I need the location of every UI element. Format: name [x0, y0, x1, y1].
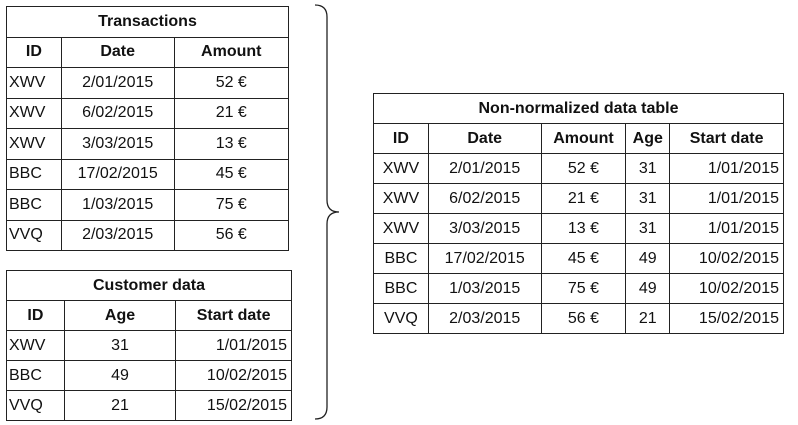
- cell-date: 17/02/2015: [61, 159, 174, 190]
- cell-amount: 13 €: [174, 129, 288, 160]
- table-row: [374, 304, 784, 334]
- cell-start-date: 1/01/2015: [670, 214, 784, 244]
- column-header-start-date: Start date: [670, 124, 784, 154]
- cell-start-date: 15/02/2015: [670, 304, 784, 334]
- table-row: [7, 98, 289, 129]
- column-header-amount: Amount: [541, 124, 626, 154]
- cell-id: XWV: [7, 331, 65, 361]
- transactions-table: [6, 6, 289, 251]
- cell-amount: 56 €: [541, 304, 626, 334]
- cell-age: 49: [626, 274, 670, 304]
- cell-date: 1/03/2015: [61, 190, 174, 221]
- table-title-row: [7, 7, 289, 38]
- table-row: [7, 68, 289, 99]
- non-normalized-data-table: [373, 93, 784, 334]
- table-row: [374, 214, 784, 244]
- column-header-start-date: Start date: [176, 301, 292, 331]
- cell-id: XWV: [7, 98, 62, 129]
- cell-date: 1/03/2015: [428, 274, 541, 304]
- cell-date: 3/03/2015: [61, 129, 174, 160]
- transactions-title: Transactions: [7, 7, 289, 38]
- column-header-date: Date: [61, 37, 174, 68]
- cell-id: BBC: [374, 274, 429, 304]
- cell-amount: 45 €: [541, 244, 626, 274]
- cell-id: XWV: [374, 214, 429, 244]
- cell-start-date: 1/01/2015: [670, 154, 784, 184]
- table-header-row: [7, 301, 292, 331]
- cell-amount: 21 €: [174, 98, 288, 129]
- cell-date: 6/02/2015: [61, 98, 174, 129]
- table-title-row: [374, 94, 784, 124]
- cell-start-date: 10/02/2015: [670, 244, 784, 274]
- cell-date: 3/03/2015: [428, 214, 541, 244]
- cell-date: 2/01/2015: [61, 68, 174, 99]
- table-header-row: [374, 124, 784, 154]
- cell-start-date: 1/01/2015: [670, 184, 784, 214]
- cell-date: 2/01/2015: [428, 154, 541, 184]
- cell-date: 2/03/2015: [428, 304, 541, 334]
- cell-age: 31: [64, 331, 175, 361]
- table-title-row: [7, 271, 292, 301]
- table-row: [7, 159, 289, 190]
- cell-age: 49: [626, 244, 670, 274]
- cell-age: 21: [626, 304, 670, 334]
- column-header-age: Age: [626, 124, 670, 154]
- table-row: [7, 190, 289, 221]
- non-normalized-title: Non-normalized data table: [374, 94, 784, 124]
- cell-amount: 75 €: [174, 190, 288, 221]
- table-row: [7, 361, 292, 391]
- column-header-id: ID: [374, 124, 429, 154]
- column-header-amount: Amount: [174, 37, 288, 68]
- cell-id: VVQ: [374, 304, 429, 334]
- table-row: [374, 274, 784, 304]
- cell-id: XWV: [374, 154, 429, 184]
- cell-amount: 45 €: [174, 159, 288, 190]
- cell-age: 31: [626, 214, 670, 244]
- cell-date: 6/02/2015: [428, 184, 541, 214]
- table-row: [7, 331, 292, 361]
- cell-amount: 52 €: [174, 68, 288, 99]
- table-row: [374, 244, 784, 274]
- cell-id: XWV: [7, 129, 62, 160]
- cell-amount: 13 €: [541, 214, 626, 244]
- cell-id: VVQ: [7, 220, 62, 251]
- cell-start-date: 10/02/2015: [176, 361, 292, 391]
- cell-id: BBC: [7, 361, 65, 391]
- cell-amount: 75 €: [541, 274, 626, 304]
- table-row: [374, 184, 784, 214]
- customer-data-title: Customer data: [7, 271, 292, 301]
- cell-start-date: 1/01/2015: [176, 331, 292, 361]
- table-row: [374, 154, 784, 184]
- cell-id: XWV: [374, 184, 429, 214]
- column-header-date: Date: [428, 124, 541, 154]
- cell-age: 21: [64, 391, 175, 421]
- cell-date: 2/03/2015: [61, 220, 174, 251]
- column-header-age: Age: [64, 301, 175, 331]
- cell-start-date: 15/02/2015: [176, 391, 292, 421]
- cell-id: XWV: [7, 68, 62, 99]
- cell-id: BBC: [374, 244, 429, 274]
- table-row: [7, 220, 289, 251]
- table-header-row: [7, 37, 289, 68]
- merge-brace-icon: [305, 0, 355, 425]
- cell-age: 49: [64, 361, 175, 391]
- cell-id: BBC: [7, 190, 62, 221]
- cell-age: 31: [626, 184, 670, 214]
- cell-amount: 56 €: [174, 220, 288, 251]
- cell-id: BBC: [7, 159, 62, 190]
- column-header-id: ID: [7, 301, 65, 331]
- cell-amount: 52 €: [541, 154, 626, 184]
- cell-amount: 21 €: [541, 184, 626, 214]
- cell-id: VVQ: [7, 391, 65, 421]
- cell-age: 31: [626, 154, 670, 184]
- cell-date: 17/02/2015: [428, 244, 541, 274]
- cell-start-date: 10/02/2015: [670, 274, 784, 304]
- column-header-id: ID: [7, 37, 62, 68]
- table-row: [7, 129, 289, 160]
- table-row: [7, 391, 292, 421]
- customer-data-table: [6, 270, 292, 421]
